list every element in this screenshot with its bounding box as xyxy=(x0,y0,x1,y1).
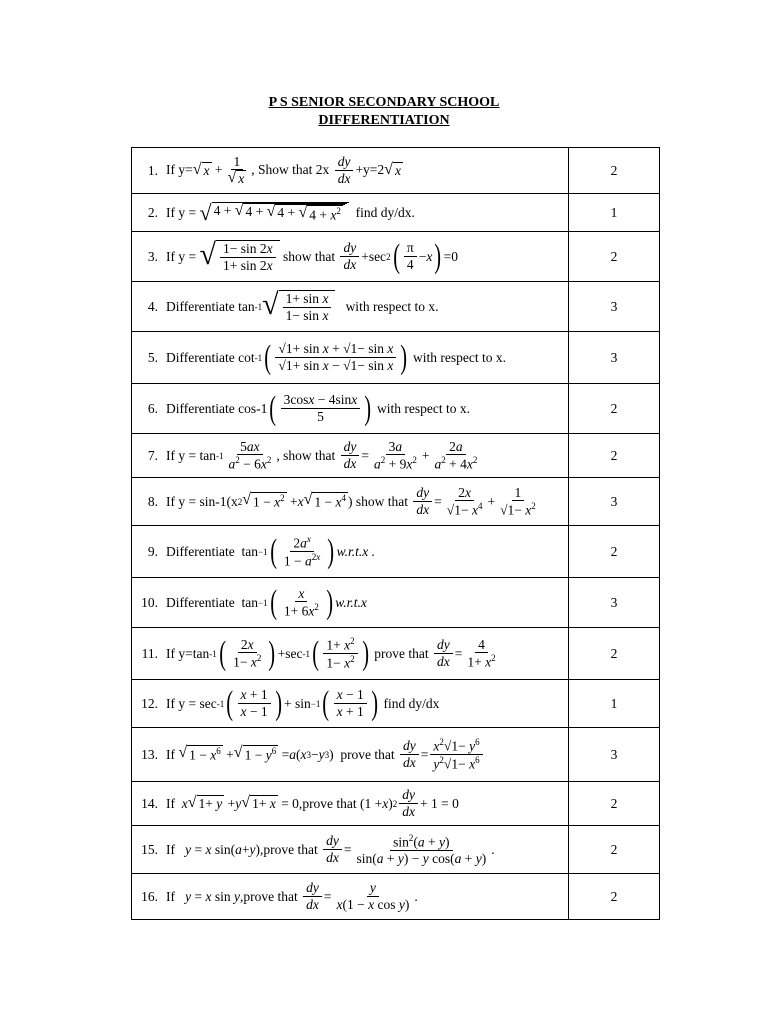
question-text: If y = tan -1 $\frac{5ax}{a^2 - 6x^2}$ , show that $\frac{dy}{dx}$ = $\frac{3a}{a^2 + 9x^2}$ + $\frac{2a}{a^2 + 4x^2}$ xyxy=(160,434,569,478)
question-number: 14. xyxy=(132,782,161,826)
question-number: 5. xyxy=(132,332,161,384)
question-number: 9. xyxy=(132,526,161,578)
marks: 2 xyxy=(569,232,660,282)
question-text: Differentiate tan -1 √ $\frac{\text{1+ sin x}}{\text{1− sin x}}$ with respect to x. xyxy=(160,282,569,332)
marks: 2 xyxy=(569,526,660,578)
question-row xyxy=(132,148,660,194)
question-text: Differentiate cot -1 ( $\frac{\text{√1+ sin x + √1− sin x}}{\text{√1+ sin x − √1− sin x}}$ ) with respect to x. xyxy=(160,332,569,384)
question-text: If y = √ 4 + √ 4 + √ 4 + √ $4 + x^2$ find dy/dx. xyxy=(160,194,569,232)
question-text: Differentiate cos-1 ( $\frac{3\cos x - 4\sin x}{5}$ ) with respect to x. xyxy=(160,384,569,434)
question-text: If y= √ x + 1 √ x , Show that 2x $\frac{dy}{dx}$ +y=2 √ x xyxy=(160,148,569,194)
marks: 2 xyxy=(569,434,660,478)
question-text: If y = √ $\frac{1- \sin 2x}{1+ \sin 2x}$ show that $\frac{dy}{dx}$ +sec 2 ( $\frac{\pi}{4}$ − x ) =0 xyxy=(160,232,569,282)
question-text: If y = x sin y , prove that $\frac{dy}{dx}$ = $\frac{y}{\text{x(1 − x cos y)}}$ . xyxy=(160,874,569,920)
question-text: Differentiate tan −1 ( $\frac{x}{1+ 6x^2}$ ) w.r.t.x xyxy=(160,578,569,628)
question-number: 6. xyxy=(132,384,161,434)
marks: 2 xyxy=(569,384,660,434)
question-text: If y = sec -1 ( $\frac{x + 1}{x - 1}$ ) + sin −1 ( $\frac{x - 1}{x + 1}$ ) find dy/dx xyxy=(160,680,569,728)
marks: 1 xyxy=(569,680,660,728)
question-row xyxy=(132,826,660,874)
question-row xyxy=(132,680,660,728)
document-title: DIFFERENTIATION xyxy=(318,113,450,128)
question-row xyxy=(132,194,660,232)
question-number: 16. xyxy=(132,874,161,920)
question-text: If y=tan -1 ( $\frac{2x}{1- x^2}$ ) +sec -1 ( $\frac{1+ x^2}{1- x^2}$ ) prove that $\frac{dy}{dx}$ = $\frac{4}{1+ x^2}$ xyxy=(160,628,569,680)
question-row xyxy=(132,282,660,332)
question-row xyxy=(132,434,660,478)
question-row xyxy=(132,782,660,826)
marks: 3 xyxy=(569,578,660,628)
question-text: If y = sin-1(x 2 √ $1 - x^2$ + x √ $1 - x^4$ ) show that $\frac{dy}{dx}$ = $\frac{2x}{√1- x^4}$ + $\frac{1}{√1- x^2}$ xyxy=(160,478,569,526)
question-row xyxy=(132,628,660,680)
question-text: Differentiate tan −1 ( $\frac{2a^x}{1 - a^{2x}}$ ) w.r.t.x . xyxy=(160,526,569,578)
question-text: If x √ 1+ y + y √ 1+ x = 0, prove that (1 + x ) 2 $\frac{dy}{dx}$ + 1 = 0 xyxy=(160,782,569,826)
question-number: 12. xyxy=(132,680,161,728)
marks: 3 xyxy=(569,332,660,384)
marks: 2 xyxy=(569,782,660,826)
question-number: 13. xyxy=(132,728,161,782)
marks: 2 xyxy=(569,874,660,920)
question-row xyxy=(132,728,660,782)
question-row xyxy=(132,874,660,920)
questions-table xyxy=(131,147,660,920)
question-number: 2. xyxy=(132,194,161,232)
question-row xyxy=(132,232,660,282)
question-text: If y = x sin( a + y ), prove that $\frac{dy}{dx}$ = $\frac{\sin^2(a + y)}{\text{sin(a + y) − y cos(a + y)}}$ . xyxy=(160,826,569,874)
question-row xyxy=(132,384,660,434)
marks: 3 xyxy=(569,282,660,332)
marks: 3 xyxy=(569,728,660,782)
question-text: If √ $1 - x^6$ + √ $1 - y^6$ = a ( x 3 − y 3 ) prove that $\frac{dy}{dx}$ = $\frac{x^2√1- y^6}{y^2√1- x^6}$ xyxy=(160,728,569,782)
question-number: 10. xyxy=(132,578,161,628)
school-name: P S SENIOR SECONDARY SCHOOL xyxy=(268,95,500,110)
question-number: 15. xyxy=(132,826,161,874)
question-row xyxy=(132,478,660,526)
marks: 2 xyxy=(569,628,660,680)
marks: 3 xyxy=(569,478,660,526)
marks: 2 xyxy=(569,148,660,194)
marks: 1 xyxy=(569,194,660,232)
question-row xyxy=(132,332,660,384)
question-number: 11. xyxy=(132,628,161,680)
question-number: 8. xyxy=(132,478,161,526)
question-number: 7. xyxy=(132,434,161,478)
marks: 2 xyxy=(569,826,660,874)
question-number: 3. xyxy=(132,232,161,282)
question-row xyxy=(132,578,660,628)
question-number: 4. xyxy=(132,282,161,332)
question-row xyxy=(132,526,660,578)
question-number: 1. xyxy=(132,148,161,194)
